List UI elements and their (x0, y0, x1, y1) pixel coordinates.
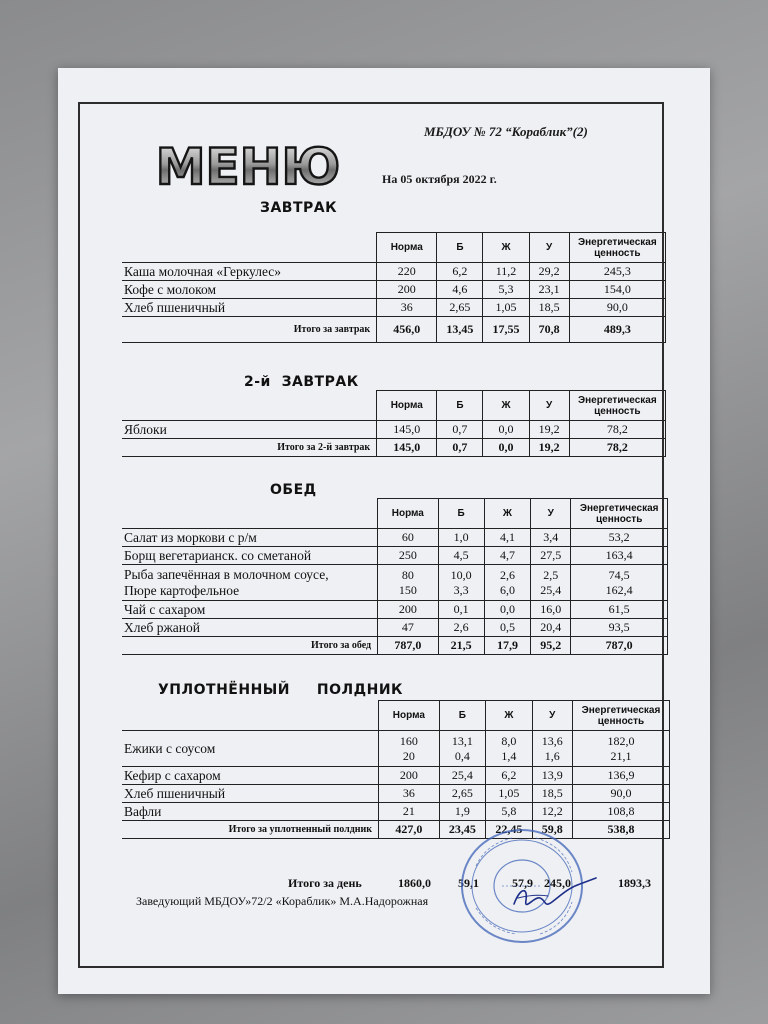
day-total-norma: 1860,0 (398, 876, 431, 890)
dish-name: Ежики с соусом (122, 731, 379, 767)
value-zh: 4,1 (484, 529, 530, 547)
value-zh (486, 731, 532, 767)
value-zh-line-2: 6,0 (499, 582, 515, 597)
table-row (122, 299, 666, 317)
table-row (122, 767, 670, 785)
value-norma: 47 (378, 619, 438, 637)
total-u: 70,8 (529, 317, 569, 343)
value-norma: 60 (378, 529, 438, 547)
value-b: 0,7 (437, 421, 483, 439)
total-label: Итого за 2-й завтрак (122, 439, 377, 457)
col-zh-header: Ж (483, 391, 529, 421)
header-spacer (122, 499, 378, 529)
col-u-header: У (529, 391, 569, 421)
day-total-energy: 1893,3 (618, 876, 651, 890)
table-row (122, 785, 670, 803)
value-u: 23,1 (529, 281, 569, 299)
value-u-line-1: 13,6 (541, 733, 563, 748)
col-b-header: Б (439, 701, 485, 731)
col-u-header: У (531, 499, 571, 529)
energy-header-line-2: ценность (595, 513, 643, 525)
value-energy: 78,2 (569, 421, 665, 439)
value-energy-line-1: 74,5 (608, 567, 630, 582)
table-header-row (122, 701, 670, 731)
value-zh: 4,7 (484, 547, 530, 565)
value-u: 3,4 (531, 529, 571, 547)
total-norma: 145,0 (377, 439, 437, 457)
value-b: 0,1 (438, 601, 484, 619)
value-b-line-1: 10,0 (450, 567, 472, 582)
value-energy: 93,5 (571, 619, 668, 637)
value-zh: 0,5 (484, 619, 530, 637)
signature-scribble (514, 878, 596, 905)
value-u-line-2: 25,4 (540, 582, 562, 597)
value-zh-line-1: 2,6 (499, 567, 515, 582)
dish-name: Кофе с молоком (122, 281, 377, 299)
breakfast-table (122, 232, 666, 343)
energy-header-line-1: Энергетическая (578, 394, 657, 406)
energy-header-line-1: Энергетическая (581, 704, 661, 716)
total-u: 95,2 (531, 637, 571, 655)
col-b-header: Б (437, 233, 483, 263)
value-b: 6,2 (437, 263, 483, 281)
value-norma: 200 (377, 281, 437, 299)
value-energy: 108,8 (572, 803, 669, 821)
table-row (122, 565, 668, 601)
total-label: Итого за обед (122, 637, 378, 655)
col-b-header: Б (438, 499, 484, 529)
col-norma-header: Норма (379, 701, 440, 731)
dish-name: Вафли (122, 803, 379, 821)
value-zh: 1,05 (483, 299, 529, 317)
value-u (531, 565, 571, 601)
total-row (122, 439, 666, 457)
value-zh: 1,05 (486, 785, 532, 803)
header-spacer (122, 391, 377, 421)
col-norma-header: Норма (378, 499, 438, 529)
total-energy: 538,8 (572, 821, 669, 839)
value-zh: 5,3 (483, 281, 529, 299)
value-u: 20,4 (531, 619, 571, 637)
value-norma: 220 (377, 263, 437, 281)
total-zh: 17,9 (484, 637, 530, 655)
value-norma: 36 (379, 785, 440, 803)
value-energy: 245,3 (569, 263, 665, 281)
value-energy: 163,4 (571, 547, 668, 565)
section-title-snack: УПЛОТНЁННЫЙ ПОЛДНИК (158, 682, 403, 698)
table-row (122, 601, 668, 619)
col-zh-header: Ж (484, 499, 530, 529)
value-zh (484, 565, 530, 601)
table-row (122, 421, 666, 439)
col-norma-header: Норма (377, 391, 437, 421)
table-row (122, 619, 668, 637)
value-norma-line-1: 160 (399, 733, 418, 748)
col-u-header: У (532, 701, 572, 731)
second-breakfast-table (122, 390, 666, 457)
total-label: Итого за уплотненный полдник (122, 821, 379, 839)
table-row (122, 263, 666, 281)
total-u: 19,2 (529, 439, 569, 457)
value-u: 13,9 (532, 767, 572, 785)
total-zh: 17,55 (483, 317, 529, 343)
col-zh-header: Ж (486, 701, 532, 731)
value-zh-line-2: 1,4 (501, 748, 517, 763)
value-b: 4,6 (437, 281, 483, 299)
value-energy (571, 565, 668, 601)
value-energy-line-2: 21,1 (610, 748, 632, 763)
value-norma-line-2: 150 (398, 582, 417, 597)
total-norma: 456,0 (377, 317, 437, 343)
value-b: 2,65 (437, 299, 483, 317)
value-zh: 11,2 (483, 263, 529, 281)
dish-name-line-2: Пюре картофельное (124, 582, 240, 598)
total-b: 13,45 (437, 317, 483, 343)
section-title-breakfast: ЗАВТРАК (260, 200, 338, 216)
header-spacer (122, 701, 379, 731)
value-u-line-2: 1,6 (544, 748, 560, 763)
table-row (122, 803, 670, 821)
total-energy: 78,2 (569, 439, 665, 457)
value-b: 1,9 (439, 803, 485, 821)
value-energy: 136,9 (572, 767, 669, 785)
table-header-row (122, 499, 668, 529)
value-b: 2,6 (438, 619, 484, 637)
dish-name: Кефир с сахаром (122, 767, 379, 785)
col-u-header: У (529, 233, 569, 263)
value-norma (379, 731, 440, 767)
total-energy: 489,3 (569, 317, 665, 343)
day-total-u: 245,0 (544, 876, 571, 890)
header-spacer (122, 233, 377, 263)
total-row (122, 637, 668, 655)
dish-name (122, 565, 378, 601)
day-total-zh: 57,9 (512, 876, 533, 890)
table-row (122, 529, 668, 547)
dish-name: Салат из моркови с р/м (122, 529, 378, 547)
lunch-table (122, 498, 668, 655)
value-u (532, 731, 572, 767)
day-total-label: Итого за день (288, 876, 362, 890)
col-energy-header (572, 701, 669, 731)
total-norma: 427,0 (379, 821, 440, 839)
value-zh: 5,8 (486, 803, 532, 821)
total-row (122, 317, 666, 343)
day-total-b: 59,1 (458, 876, 479, 890)
official-stamp (456, 826, 606, 946)
value-norma: 200 (379, 767, 440, 785)
value-u: 18,5 (532, 785, 572, 803)
value-b: 1,0 (438, 529, 484, 547)
value-energy: 154,0 (569, 281, 665, 299)
col-energy-header (569, 233, 665, 263)
snack-table (122, 700, 670, 839)
value-norma: 200 (378, 601, 438, 619)
dish-name: Хлеб пшеничный (122, 785, 379, 803)
value-u-line-1: 2,5 (543, 567, 559, 582)
table-row (122, 731, 670, 767)
value-energy: 90,0 (569, 299, 665, 317)
col-norma-header: Норма (377, 233, 437, 263)
total-b: 23,45 (439, 821, 485, 839)
menu-logo (128, 140, 368, 192)
table-row (122, 547, 668, 565)
dish-name: Чай с сахаром (122, 601, 378, 619)
value-norma: 145,0 (377, 421, 437, 439)
value-zh: 6,2 (486, 767, 532, 785)
total-zh: 22,45 (486, 821, 532, 839)
col-zh-header: Ж (483, 233, 529, 263)
energy-header-line-2: ценность (597, 715, 645, 727)
energy-header-line-2: ценность (594, 247, 641, 259)
value-norma (378, 565, 438, 601)
col-b-header: Б (437, 391, 483, 421)
energy-header-line-1: Энергетическая (578, 236, 657, 248)
total-b: 0,7 (437, 439, 483, 457)
table-row (122, 281, 666, 299)
value-energy (572, 731, 669, 767)
value-b-line-1: 13,1 (451, 733, 473, 748)
value-zh: 0,0 (483, 421, 529, 439)
value-energy-line-2: 162,4 (605, 582, 633, 597)
value-b: 4,5 (438, 547, 484, 565)
value-norma-line-2: 20 (402, 748, 415, 763)
value-u: 16,0 (531, 601, 571, 619)
value-u: 29,2 (529, 263, 569, 281)
total-energy: 787,0 (571, 637, 668, 655)
col-energy-header (569, 391, 665, 421)
section-title-lunch: ОБЕД (270, 482, 317, 498)
value-energy: 90,0 (572, 785, 669, 803)
total-u: 59,8 (532, 821, 572, 839)
value-b (439, 731, 485, 767)
value-norma-line-1: 80 (401, 567, 414, 582)
total-b: 21,5 (438, 637, 484, 655)
value-energy: 61,5 (571, 601, 668, 619)
dish-name-line-1: Рыба запечённая в молочном соусе, (124, 566, 329, 582)
value-norma: 250 (378, 547, 438, 565)
value-u: 27,5 (531, 547, 571, 565)
value-b: 2,65 (439, 785, 485, 803)
value-u: 19,2 (529, 421, 569, 439)
energy-header-line-1: Энергетическая (579, 502, 659, 514)
dish-name: Каша молочная «Геркулес» (122, 263, 377, 281)
menu-date: На 05 октября 2022 г. (382, 172, 497, 186)
menu-logo-text: МЕНЮ (155, 140, 341, 192)
total-norma: 787,0 (378, 637, 438, 655)
section-title-second-breakfast: 2-й ЗАВТРАК (244, 374, 359, 390)
director-signature-line: Заведующий МБДОУ»72/2 «Кораблик» М.А.Надорожная (136, 894, 429, 908)
table-header-row (122, 233, 666, 263)
energy-header-line-2: ценность (594, 405, 641, 417)
value-energy-line-1: 182,0 (607, 733, 635, 748)
dish-name: Хлеб пшеничный (122, 299, 377, 317)
value-b (438, 565, 484, 601)
dish-name: Хлеб ржаной (122, 619, 378, 637)
value-zh: 0,0 (484, 601, 530, 619)
institution-name: МБДОУ № 72 “Кораблик”(2) (424, 124, 588, 139)
table-header-row (122, 391, 666, 421)
value-norma: 21 (379, 803, 440, 821)
value-u: 18,5 (529, 299, 569, 317)
dish-name: Яблоки (122, 421, 377, 439)
value-u: 12,2 (532, 803, 572, 821)
value-zh-line-1: 8,0 (501, 733, 517, 748)
value-b-line-2: 3,3 (453, 582, 469, 597)
value-energy: 53,2 (571, 529, 668, 547)
value-norma: 36 (377, 299, 437, 317)
value-b: 25,4 (439, 767, 485, 785)
total-zh: 0,0 (483, 439, 529, 457)
total-label: Итого за завтрак (122, 317, 377, 343)
col-energy-header (571, 499, 668, 529)
dish-name: Борщ вегетарианск. со сметаной (122, 547, 378, 565)
value-b-line-2: 0,4 (454, 748, 470, 763)
